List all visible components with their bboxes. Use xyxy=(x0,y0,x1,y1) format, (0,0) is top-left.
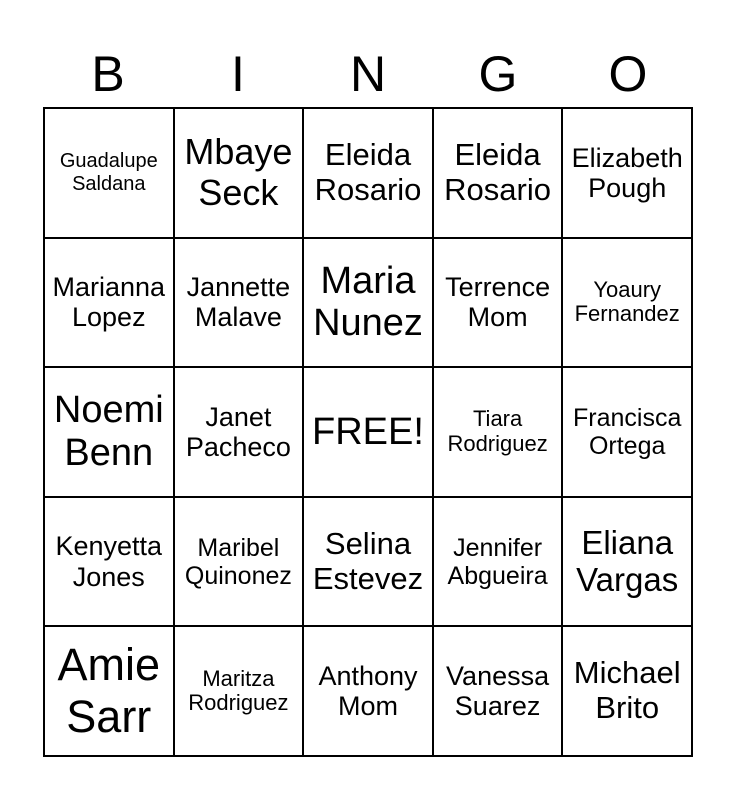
cell-label: Michael Brito xyxy=(573,655,681,726)
bingo-cell-r2c4[interactable] xyxy=(434,239,564,369)
bingo-cell-free[interactable] xyxy=(304,368,434,498)
header-letter-b: B xyxy=(91,46,125,102)
cell-label: Eliana Vargas xyxy=(576,523,679,598)
bingo-cell-r2c2[interactable] xyxy=(175,239,305,369)
bingo-cell-r5c2[interactable] xyxy=(175,627,305,757)
cell-label: Amie Sarr xyxy=(57,639,161,743)
bingo-cell-r1c2[interactable] xyxy=(175,109,305,239)
bingo-cell-r1c1[interactable] xyxy=(45,109,175,239)
bingo-cell-r2c3[interactable] xyxy=(304,239,434,369)
bingo-cell-r5c3[interactable] xyxy=(304,627,434,757)
bingo-cell-r1c5[interactable] xyxy=(563,109,693,239)
header-letter-n: N xyxy=(349,46,387,102)
cell-label: Anthony Mom xyxy=(318,660,418,722)
cell-label: Jannette Malave xyxy=(186,272,291,333)
bingo-cell-r4c4[interactable] xyxy=(434,498,564,628)
bingo-cell-r5c5[interactable] xyxy=(563,627,693,757)
bingo-cell-r1c4[interactable] xyxy=(434,109,564,239)
cell-label: Francisca Ortega xyxy=(573,403,682,460)
cell-label: Maritza Rodriguez xyxy=(188,665,289,716)
bingo-board xyxy=(43,107,693,757)
cell-label: Maria Nunez xyxy=(313,259,423,345)
cell-label: Noemi Benn xyxy=(53,389,164,474)
bingo-cell-r3c1[interactable] xyxy=(45,368,175,498)
bingo-cell-r1c3[interactable] xyxy=(304,109,434,239)
bingo-cell-r2c5[interactable] xyxy=(563,239,693,369)
cell-label: Kenyetta Jones xyxy=(55,531,163,592)
bingo-header xyxy=(43,40,693,108)
cell-label: Marianna Lopez xyxy=(52,272,166,333)
cell-label: Yoaury Fernandez xyxy=(574,276,680,327)
cell-label: Selina Estevez xyxy=(312,525,424,596)
bingo-cell-r5c4[interactable] xyxy=(434,627,564,757)
bingo-cell-r3c4[interactable] xyxy=(434,368,564,498)
cell-label: Elizabeth Pough xyxy=(571,142,683,203)
cell-label: Janet Pacheco xyxy=(185,401,291,462)
free-space-label: FREE! xyxy=(312,410,424,453)
cell-label: Guadalupe Saldana xyxy=(59,150,158,195)
cell-label: Maribel Quinonez xyxy=(184,533,292,590)
bingo-cell-r4c3[interactable] xyxy=(304,498,434,628)
bingo-cell-r3c5[interactable] xyxy=(563,368,693,498)
bingo-cell-r3c2[interactable] xyxy=(175,368,305,498)
cell-label: Mbaye Seck xyxy=(184,131,293,213)
bingo-cell-r4c5[interactable] xyxy=(563,498,693,628)
bingo-cell-r2c1[interactable] xyxy=(45,239,175,369)
cell-label: Eleida Rosario xyxy=(314,137,422,207)
cell-label: Tiara Rodriguez xyxy=(447,406,548,456)
cell-label: Eleida Rosario xyxy=(444,137,551,207)
cell-label: Terrence Mom xyxy=(445,272,551,333)
bingo-cell-r5c1[interactable] xyxy=(45,627,175,757)
header-letter-o: O xyxy=(608,46,648,102)
cell-label: Vanessa Suarez xyxy=(446,660,550,722)
header-letter-i: I xyxy=(231,46,245,102)
bingo-cell-r4c2[interactable] xyxy=(175,498,305,628)
bingo-cell-r4c1[interactable] xyxy=(45,498,175,628)
cell-label: Jennifer Abgueira xyxy=(447,533,548,590)
header-letter-g: G xyxy=(478,46,518,102)
